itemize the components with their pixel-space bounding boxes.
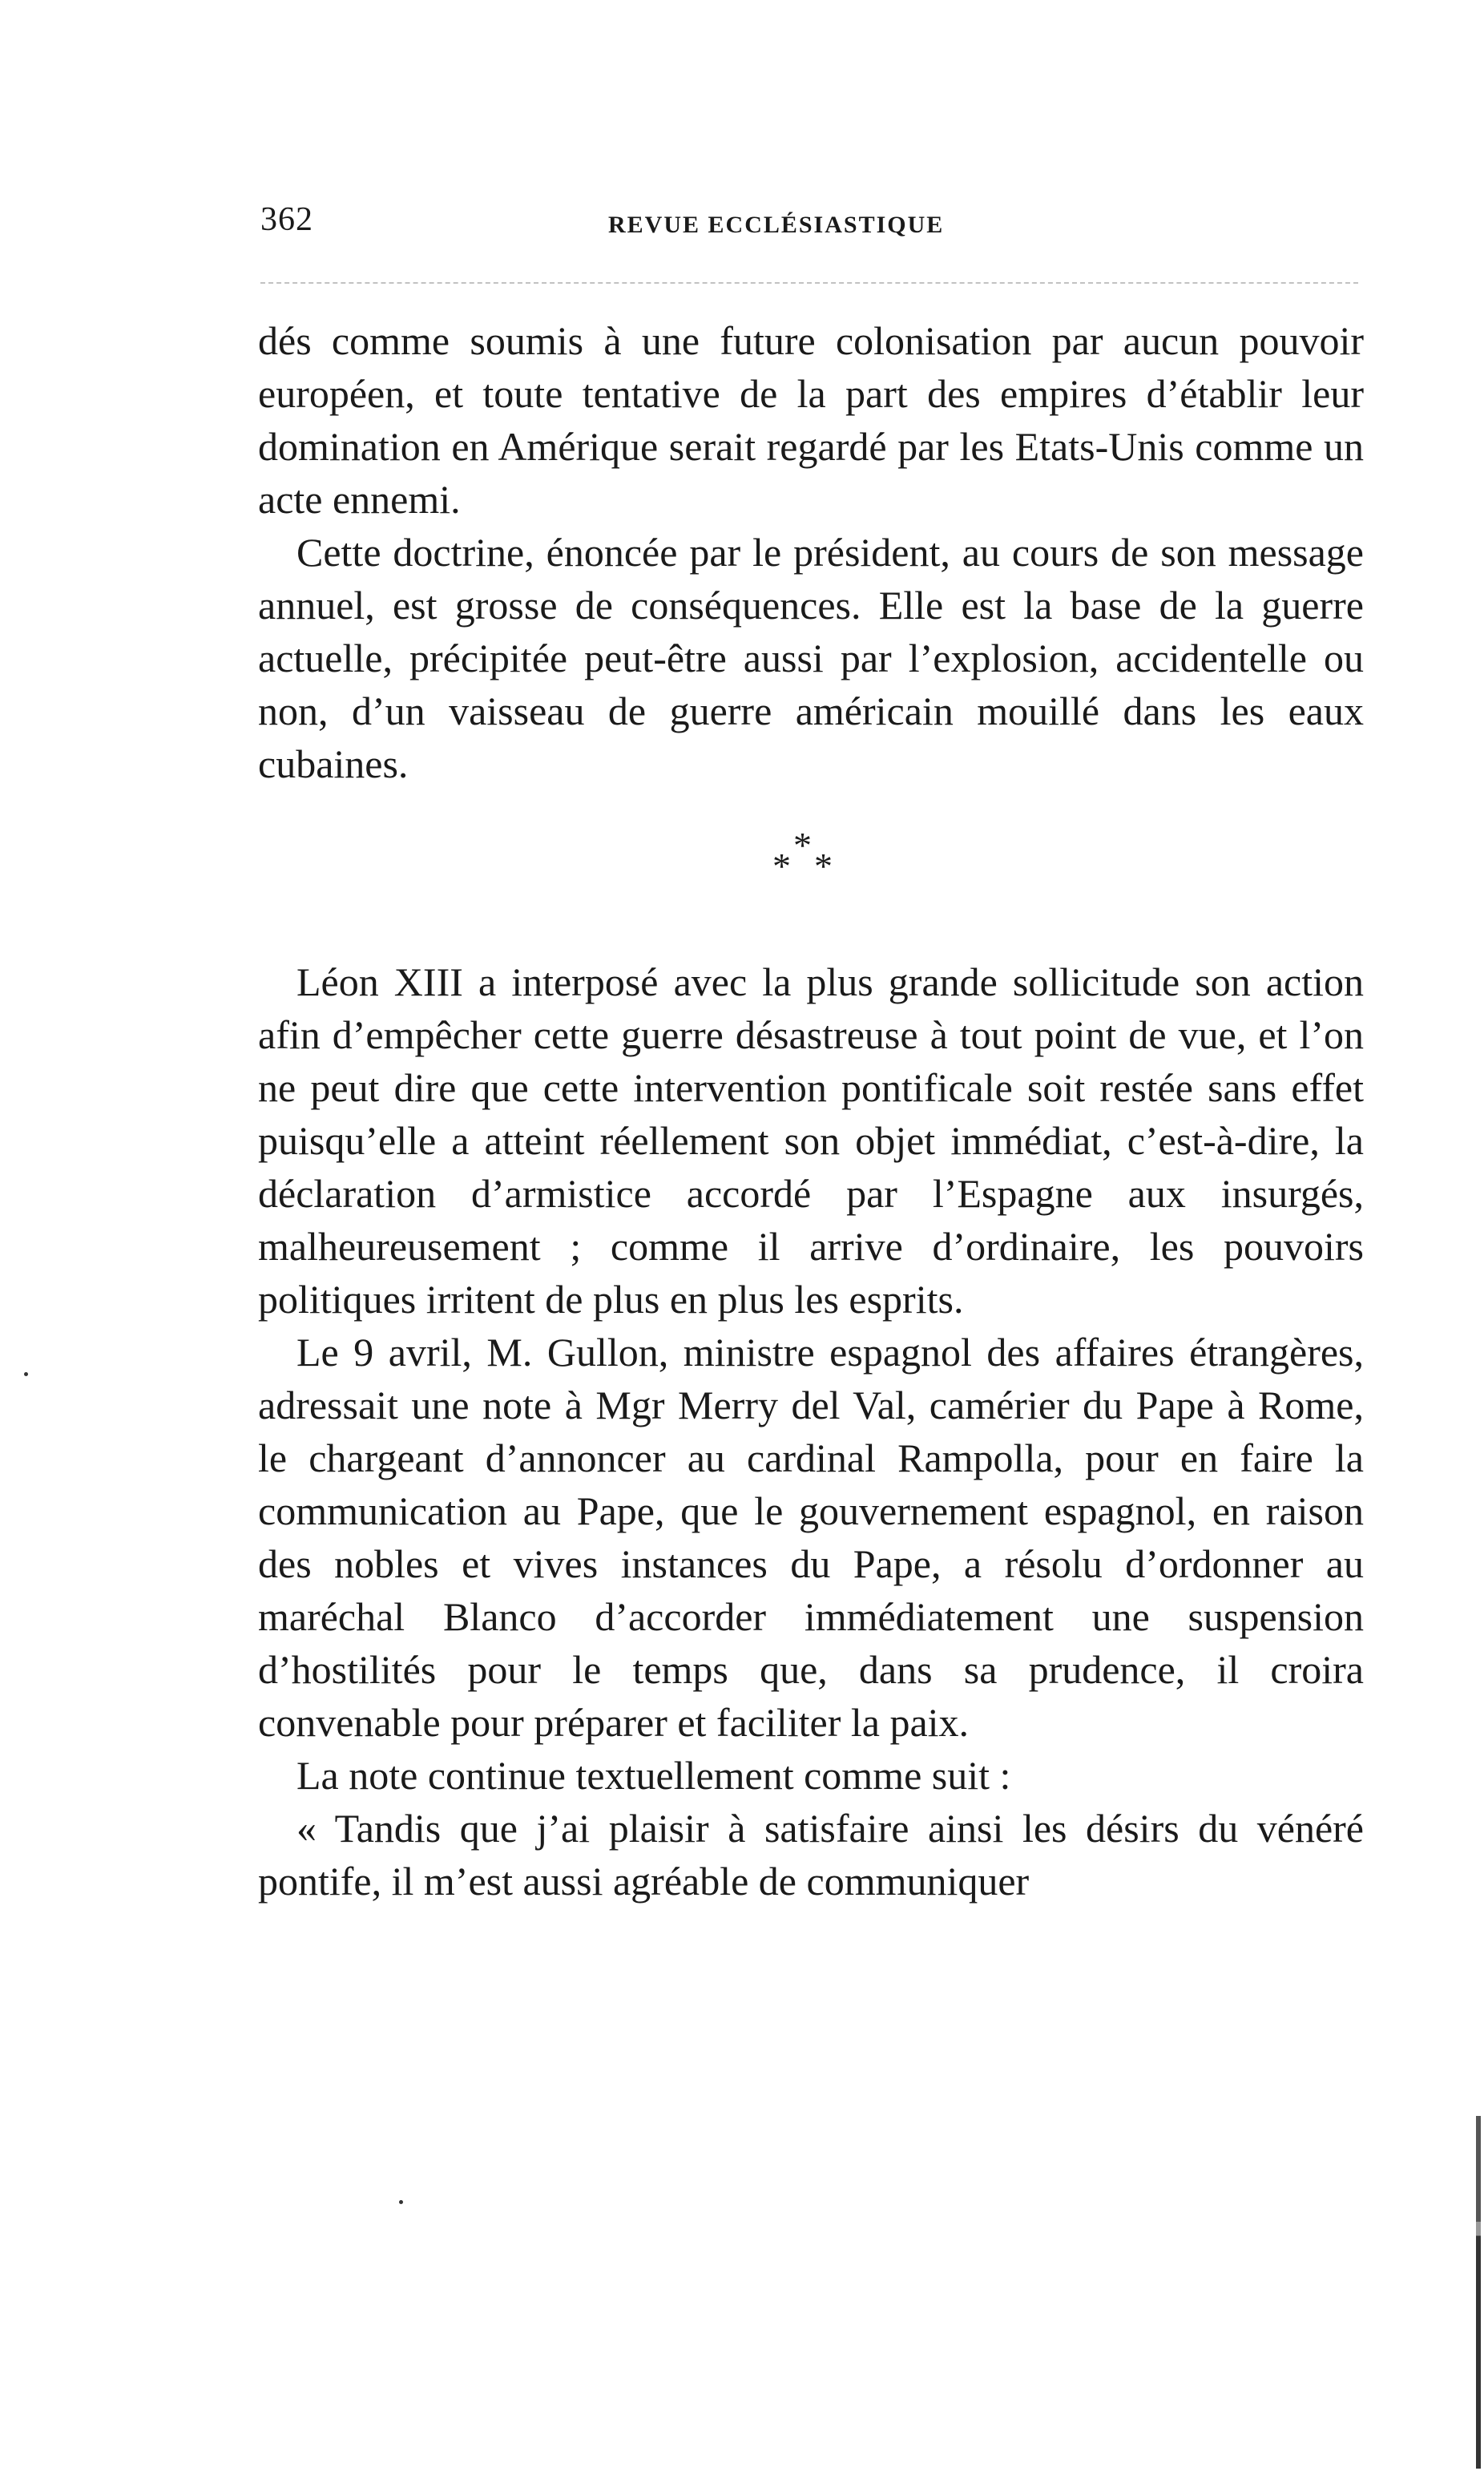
body-text [258, 314, 1364, 1908]
asterism-star: * [793, 825, 812, 866]
page-number: 362 [260, 201, 313, 238]
paragraph: Cette doctrine, énoncée par le président, au cours de son message annuel, est grosse de conséquences. Elle est la base de la guerre actuelle, précipitée peut-être aussi par l’explosion, accidentelle ou non, d’un vaisseau de guerre américain mouillé dans les eaux cubaines. [258, 530, 1364, 786]
paragraph: La note continue textuellement comme suit : [296, 1753, 1011, 1798]
page-header [260, 200, 1366, 248]
asterism-star: * [814, 846, 833, 886]
paragraph: Le 9 avril, M. Gullon, ministre espagnol des affaires étrangères, adressait une note à Mgr Merry del Val, camérier du Pape à Rome, le chargeant d’annoncer au cardinal Rampolla, pour en faire la communication au Pape, que le gouvernement espagnol, en raison des nobles et vives instances du Pape, a résolu d’ordonner au maréchal Blanco d’accorder immédiatement une suspension d’hostilités pour le temps que, dans sa prudence, il croira convenable pour préparer et faciliter la paix. [258, 1330, 1364, 1745]
section-asterism [258, 827, 1364, 947]
asterism-star: * [772, 846, 791, 886]
paragraph: Léon XIII a interposé avec la plus grande sollicitude son action afin d’empêcher cette guerre désastreuse à tout point de vue, et l’on ne peut dire que cette intervention pontificale soit restée sans effet puisqu’elle a atteint réellement son objet immédiat, c’est-à-dire, la déclaration d’armistice accordé par l’Espagne aux insurgés, malheureusement ; comme il arrive d’ordinaire, les pouvoirs politiques irritent de plus en plus les esprits. [258, 959, 1364, 1322]
paragraph-continuation: dés comme soumis à une future colonisation par aucun pouvoir européen, et toute tentative de la part des empires d’établir leur domination en Amérique serait regardé par les Etats-Unis comme un acte ennemi. [258, 318, 1364, 522]
header-rule [260, 282, 1358, 284]
scan-speck [24, 1372, 28, 1376]
binding-edge-mark [1476, 2116, 1481, 2469]
scan-speck [399, 2200, 403, 2204]
quotation-paragraph: « Tandis que j’ai plaisir à satisfaire ainsi les désirs du vénéré pontife, il m’est aussi agréable de communiquer [258, 1806, 1364, 1904]
running-title: REVUE ECCLÉSIASTIQUE [608, 212, 945, 238]
